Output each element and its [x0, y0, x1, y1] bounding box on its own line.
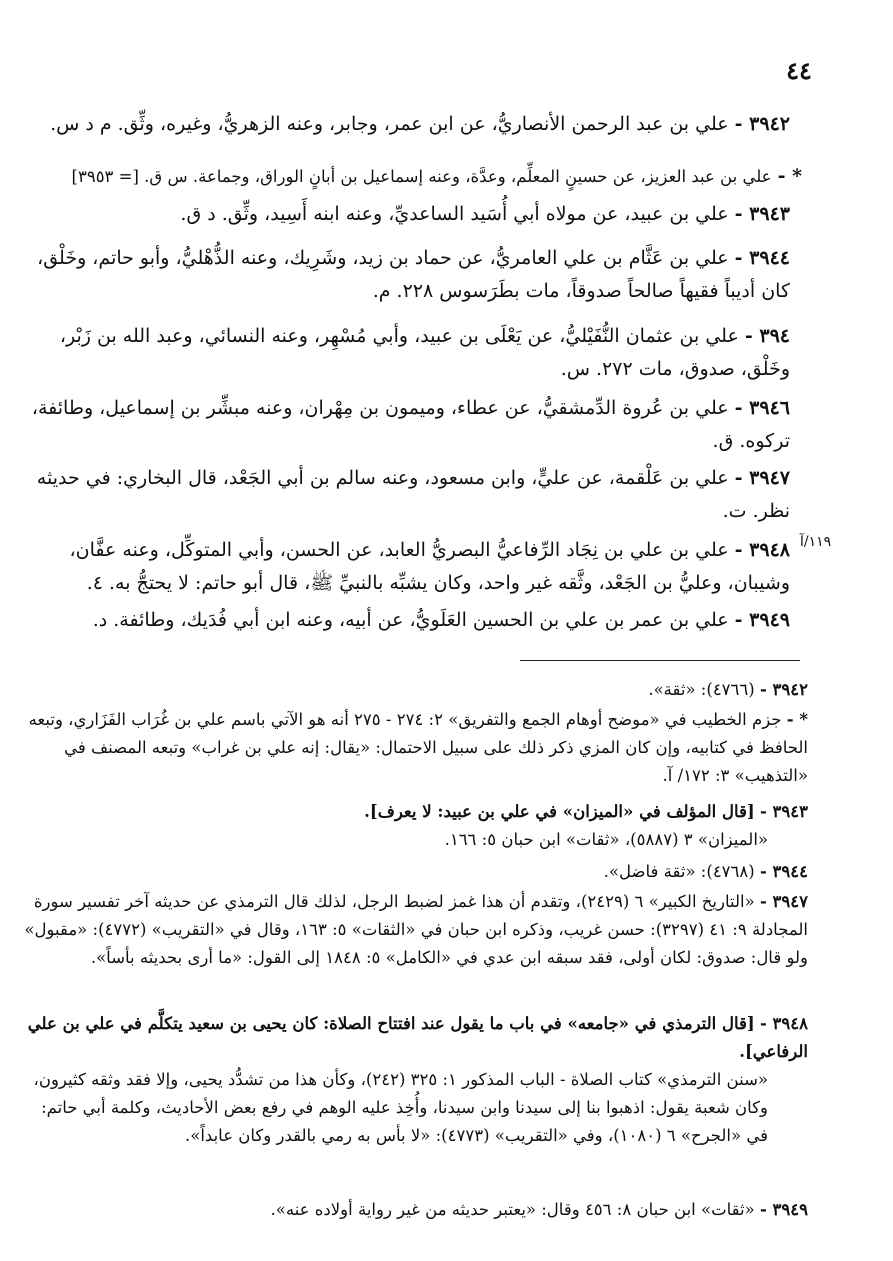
footnote-3944	[18, 858, 808, 886]
entry-text: علي بن عبد الرحمن الأنصاريُّ، عن ابن عمر، وجابر، وعنه الزهريُّ، وغيره، وثِّق. م د س.	[50, 113, 729, 135]
footnote-text: «التاريخ الكبير» ٦ (٢٤٢٩)، وتقدم أن هذا غمز لضبط الرجل، لذلك قال الترمذي عن حديثه آخر تفسير سورة المجادلة ٩: ٤١ (٣٢٩٧): حسن غريب، وذكره ابن حبان في «الثقات» ٥: ١٦٣، وقال في «التقريب» (٤٧٧٢): «مقبول» ولو قال: صدوق: لكان أولى، فقد سبقه ابن عدي في «الكامل» ٥: ١٨٤٨ إلى القول: «ما أرى بحديثه بأساً».	[24, 892, 808, 967]
footnote-text: (٤٧٦٨): «ثقة فاضل».	[603, 862, 755, 881]
footnote-text: (٤٧٦٦): «ثقة».	[648, 680, 755, 699]
footnote-text: جزم الخطيب في «موضح أوهام الجمع والتفريق» ٢: ٢٧٤ - ٢٧٥ أنه هو الآتي باسم علي بن غُرَاب الفَزَاري، وتبعه الحافظ في كتابيه، وإن كان المزي ذكر ذلك على سبيل الاحتمال: «يقال: إنه علي بن غراب» وتبعه المصنف في «التذهيب» ٣: ١٧٢/ آ.	[28, 710, 808, 785]
footnote-number: ٣٩٤٧ -	[759, 892, 808, 911]
footnote-3942	[18, 676, 808, 704]
entry-number: ٣٩٤٧ -	[734, 467, 790, 489]
footnote-number: ٣٩٤٤ -	[759, 862, 808, 881]
entry-text: علي بن عَثَّام بن علي العامريُّ، عن حماد بن زيد، وشَرِيك، وعنه الذُّهْليُّ، وأبو حاتم، وخَلْق، كان أديباً فقيهاً صالحاً صدوقاً، مات بطَرَسوس ٢٢٨. م.	[37, 247, 790, 302]
footnote-text: «ثقات» ابن حبان ٨: ٤٥٦ وقال: «يعتبر حديثه من غير رواية أولاده عنه».	[270, 1200, 755, 1219]
entry-number: ٣٩٤٦ -	[734, 397, 790, 419]
footnote-number: ٣٩٤٨ -	[759, 1014, 808, 1033]
footnote-number: ٣٩٤٣ -	[759, 802, 808, 821]
footnote-3947	[18, 888, 808, 972]
entry-3943	[18, 198, 790, 231]
footnote-3943	[18, 798, 808, 854]
entry-number: * -	[777, 165, 802, 187]
entry-text: علي بن عثمان النُّفَيْليُّ، عن يَعْلَى بن عبيد، وأبي مُسْهِر، وعنه النسائي، وعبد الله بن زَبْر، وخَلْق، صدوق، مات ٢٧٢. س.	[59, 325, 790, 380]
entry-3945	[18, 320, 790, 386]
entry-3944	[18, 242, 790, 308]
entry-number: ٣٩٤ -	[744, 325, 790, 347]
footnote-quote: [قال المؤلف في «الميزان» في علي بن عبيد: لا يعرف].	[364, 802, 755, 821]
entry-text: علي بن عمر بن علي بن الحسين العَلَويُّ، عن أبيه، وعنه ابن أبي فُدَيك، وطائفة. د.	[92, 609, 729, 631]
entry-text: علي بن عبيد، عن مولاه أبي أُسَيد الساعديِّ، وعنه ابنه أَسِيد، وثِّق. د ق.	[180, 203, 729, 225]
footnote-star	[18, 706, 808, 790]
entry-text: علي بن عبد العزيز، عن حسينٍ المعلِّم، وعدَّة، وعنه إسماعيل بن أبانٍ الوراق، وجماعة. س ق. [= ٣٩٥٣]	[71, 167, 772, 186]
entry-number: ٣٩٤٩ -	[734, 609, 790, 631]
footnote-3948	[18, 1010, 808, 1150]
footnote-3949	[18, 1196, 808, 1224]
footnote-quote: [قال الترمذي في «جامعه» في باب ما يقول عند افتتاح الصلاة: كان يحيى بن سعيد يتكلَّم في علي بن علي الرفاعي].	[27, 1014, 808, 1061]
entry-number: ٣٩٤٢ -	[734, 113, 790, 135]
entry-text: علي بن عُروة الدِّمشقيُّ، عن عطاء، وميمون بن مِهْران، وعنه مبشِّر بن إسماعيل، وطائفة، تركوه. ق.	[31, 397, 790, 452]
footnote-number: ٣٩٤٩ -	[759, 1200, 808, 1219]
page-number: ٤٤	[786, 56, 812, 85]
entry-number: ٣٩٤٨ -	[734, 539, 790, 561]
entry-number: ٣٩٤٣ -	[734, 203, 790, 225]
entry-3942	[18, 108, 790, 141]
entry-3946	[18, 392, 790, 458]
footnote-number: * -	[786, 710, 808, 729]
entry-text: علي بن علي بن نِجَاد الرِّفاعيُّ البصريُّ العابد، عن الحسن، وأبي المتوكِّل، وعنه عفَّان، وشيبان، وعليُّ بن الجَعْد، وثَّقه غير واحد، وكان يشبِّه بالنبيِّ ﷺ، قال أبو حاتم: لا يحتجُّ به. ٤.	[69, 539, 790, 594]
footnote-text: «الميزان» ٣ (٥٨٨٧)، «ثقات» ابن حبان ٥: ١٦٦.	[444, 830, 768, 849]
entry-3949	[18, 604, 790, 637]
entry-number: ٣٩٤٤ -	[734, 247, 790, 269]
footnote-divider	[520, 660, 800, 661]
entry-3947	[18, 462, 790, 528]
footnote-text: «سنن الترمذي» كتاب الصلاة - الباب المذكور ١: ٣٢٥ (٢٤٢)، وكأن هذا من تشدُّد يحيى، وإلا فقد وثقه كثيرون، وكان شعبة يقول: اذهبوا بنا إلى سيدنا وابن سيدنا، وأُخِذ عليه الوهم في رفع بعض الأحاديث، وكلمة أبي حاتم: في «الجرح» ٦ (١٠٨٠)، وفي «التقريب» (٤٧٧٣): «لا بأس به رمي بالقدر وكان عابداً».	[33, 1070, 768, 1145]
footnote-number: ٣٩٤٢ -	[759, 680, 808, 699]
entry-star	[30, 160, 802, 193]
entry-3948	[18, 534, 790, 600]
entry-text: علي بن عَلْقمة، عن عليٍّ، وابن مسعود، وعنه سالم بن أبي الجَعْد، قال البخاري: في حديثه نظر. ت.	[36, 467, 790, 522]
margin-note: ١١٩/آ	[800, 534, 832, 550]
